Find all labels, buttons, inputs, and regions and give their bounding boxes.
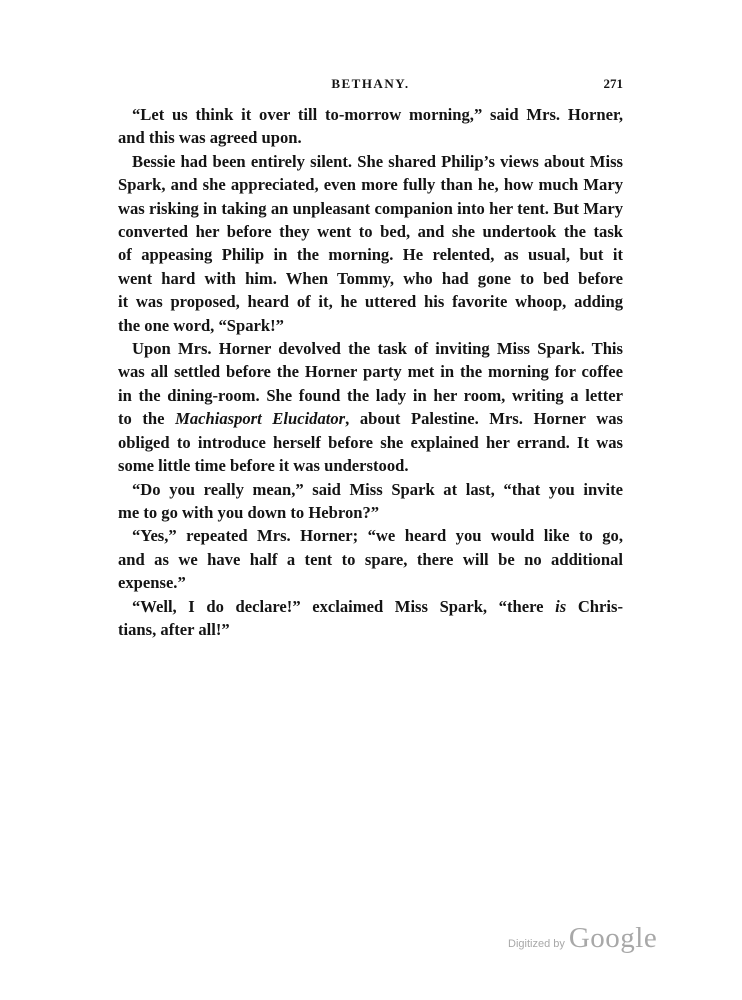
digitization-watermark [508, 922, 657, 955]
text-line: and as we have half a tent to spare, there will be no additional [118, 549, 623, 569]
text-line: went hard with him. When Tommy, who had gone to bed before [118, 268, 623, 288]
body-text [118, 103, 623, 641]
running-head [118, 76, 623, 96]
text-line: “Yes,” repeated Mrs. Horner; “we heard you would like to go, [132, 526, 623, 546]
google-logo: Google [568, 922, 658, 954]
text-line: in the dining-room. She found the lady in her room, writing a letter [118, 385, 623, 405]
text-line: of appeasing Philip in the morning. He relented, as usual, but it [118, 245, 623, 265]
text-line: Bessie had been entirely silent. She shared Philip’s views about Miss [132, 151, 623, 171]
text-line: it was proposed, heard of it, he uttered his favorite whoop, adding [118, 292, 623, 312]
italic-text: is [555, 596, 567, 616]
text-line: and this was agreed upon. [118, 128, 302, 148]
text-line: expense.” [118, 573, 186, 593]
page-number: 271 [603, 76, 623, 91]
text-line: Upon Mrs. Horner devolved the task of inviting Miss Spark. This [132, 339, 623, 359]
text-line: obliged to introduce herself before she explained her errand. It was [118, 432, 623, 452]
text-line: “Do you really mean,” said Miss Spark at last, “that you invite [132, 479, 623, 499]
digitized-by-label: Digitized by [508, 938, 565, 950]
text-line: converted her before they went to bed, and she undertook the task [118, 222, 623, 242]
running-title: BETHANY. [331, 76, 410, 91]
text-line: “Let us think it over till to-morrow morning,” said Mrs. Horner, [132, 105, 623, 124]
italic-text: Machiasport Elucidator [175, 409, 346, 429]
text-line: to the Machiasport Elucidator, about Palestine. Mrs. Horner was [118, 409, 623, 429]
text-line: some little time before it was understood. [118, 456, 409, 476]
text-line: the one word, “Spark!” [118, 315, 284, 335]
text-line: Spark, and she appreciated, even more fully than he, how much Mary [118, 175, 623, 195]
text-line: “Well, I do declare!” exclaimed Miss Spark, “there is Chris- [132, 596, 623, 616]
text-line: was all settled before the Horner party met in the morning for coffee [118, 362, 623, 382]
text-line: was risking in taking an unpleasant companion into her tent. But Mary [118, 198, 623, 218]
text-line: tians, after all!” [118, 619, 230, 639]
text-line: me to go with you down to Hebron?” [118, 502, 380, 522]
